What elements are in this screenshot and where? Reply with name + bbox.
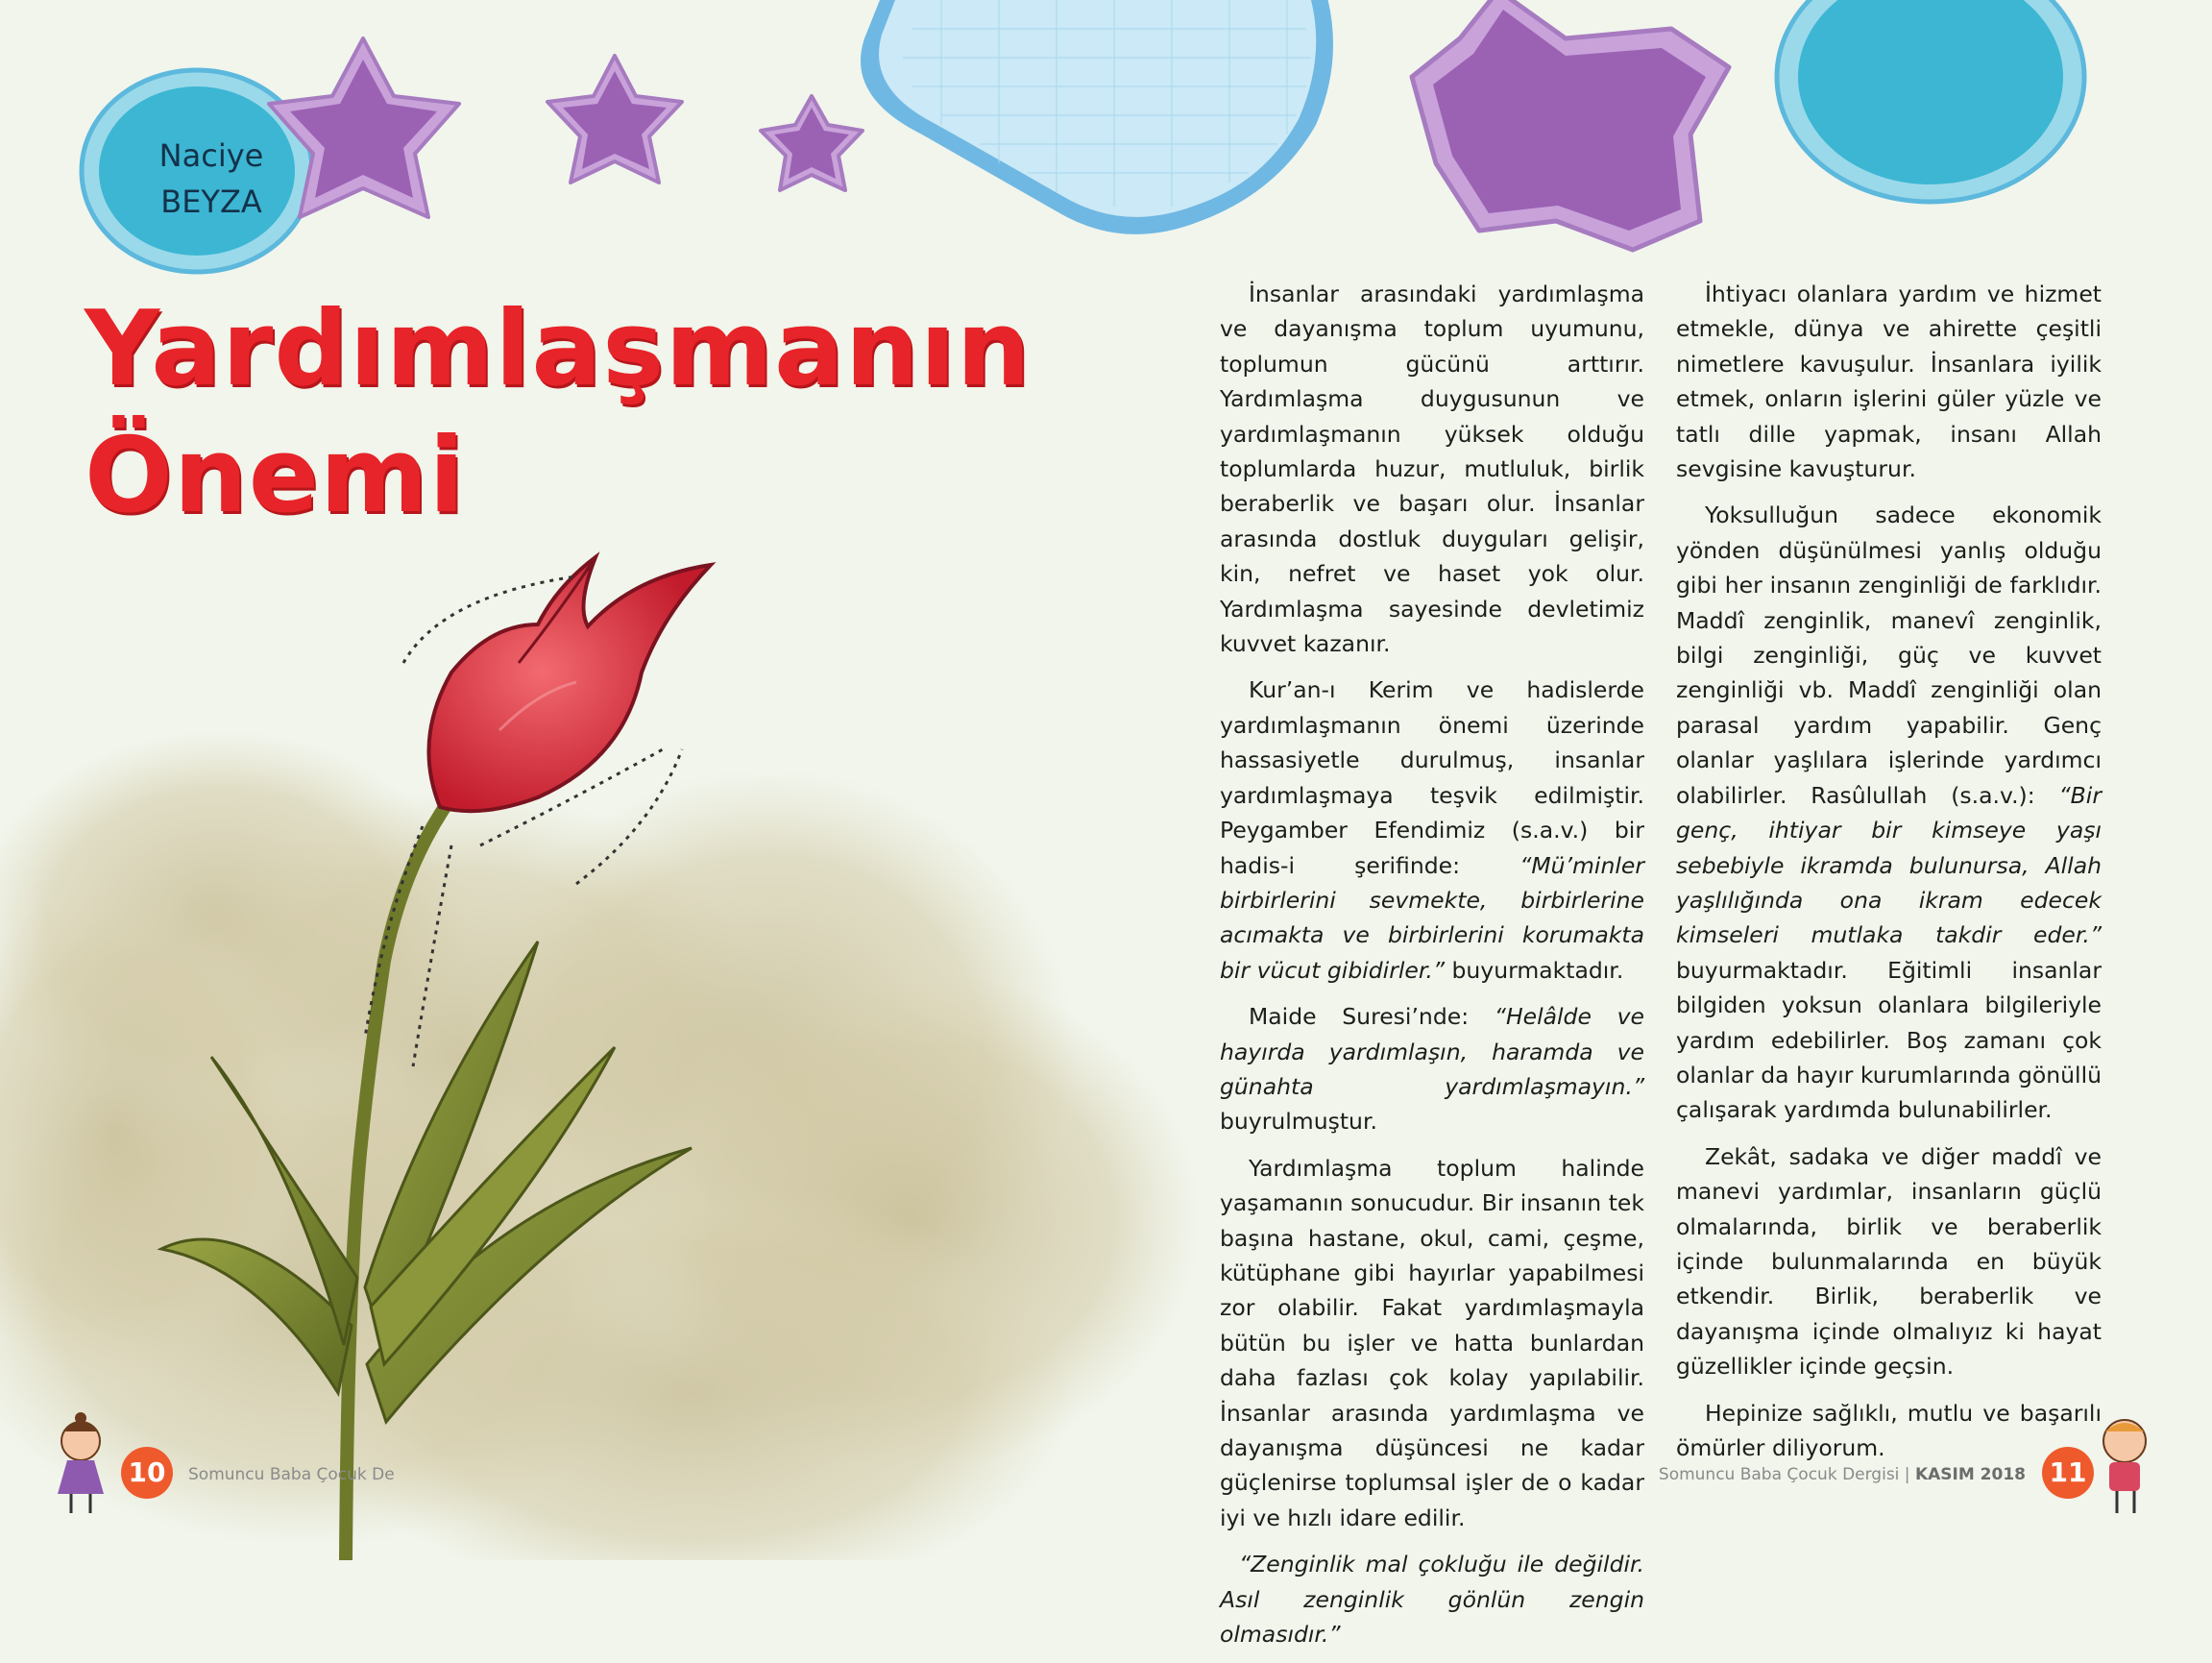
footer-magazine-name-left: Somuncu Baba Çocuk De xyxy=(188,1465,395,1484)
paragraph: Zekât, sadaka ve diğer maddî ve manevi yardımlar, insanların güçlü olmalarında, birlik ve beraberlik içinde bulunmalarında en büyük etkendir. Birlik, beraberlik ve dayanışma içinde olmalıyız ki hayat güzellikler içinde geçsin. xyxy=(1676,1142,2102,1381)
paragraph-text: Kur’an-ı Kerim ve hadislerde yardımlaşmanın önemi üzerinde hassasiyetle durulmuş, insanlar yardımlaşmaya teşvik edilmiştir. Peygamber Efendimiz (s.a.v.) bir hadis-i şerifinde: xyxy=(1220,676,1644,879)
paragraph-text: buyrulmuştur. xyxy=(1220,1108,1377,1136)
paragraph-text: Maide Suresi’nde: xyxy=(1249,1003,1495,1031)
closing-quote: “Zenginlik mal çokluğu ile değildir. Asıl zenginlik gönlün zengin olmasıdır.” xyxy=(1220,1551,1644,1649)
author-name xyxy=(115,133,307,225)
footer-magazine-name: Somuncu Baba Çocuk Dergisi | xyxy=(1658,1465,1915,1484)
hadith-quote: “Mü’minler birbirlerini sevmekte, birbirlerine acımakta ve birbirlerini korumakta bir vücut gibidirler.” xyxy=(1220,851,1644,984)
title-line-2: Önemi xyxy=(85,416,466,536)
star-shape xyxy=(761,96,863,190)
paragraph-text: buyurmaktadır. Eğitimli insanlar bilgiden yoksun olanlara bilgileriyle yardım edebilirler. Boş zamanı çok olanlar da hayır kurumlarında gönüllü çalışarak yardımda bulunabilirler. xyxy=(1676,956,2102,1124)
paragraph xyxy=(1220,999,1644,1139)
author-last-name: BEYZA xyxy=(160,183,262,220)
paragraph: Yardımlaşma toplum halinde yaşamanın sonucudur. Bir insanın tek başına hastane, okul, cami, çeşme, kütüphane gibi hayırlar yapabilmesi zor olabilir. Fakat yardımlaşmayla bütün bu işler ve hatta bunlardan daha fazlası çok kolay yapılabilir. İnsanlar arasında yardımlaşma ve dayanışma düşüncesi ne kadar güçlenirse toplumsal işler de o kadar iyi ve hızlı idare edilir. xyxy=(1220,1154,1644,1531)
article-column-2 xyxy=(1676,277,2102,1477)
page-number-left: 10 xyxy=(121,1447,173,1499)
paragraph: İnsanlar arasındaki yardımlaşma ve dayanışma toplum uyumunu, toplumun gücünü arttırır. Yardımlaşma duygusunun ve yardımlaşmanın yüksek olduğu toplumlarda huzur, mutluluk, birlik beraberlik ve başarı olur. İnsanlar arasında dostluk duyguları gelişir, kin, nefret ve haset yok olur. Yardımlaşma sayesinde devletimiz kuvvet kazanır. xyxy=(1220,281,1644,658)
blue-blob xyxy=(861,0,1333,234)
author-first-name: Naciye xyxy=(158,137,264,174)
paragraph-text: buyurmaktadır. xyxy=(1445,956,1624,984)
hadith-quote: “Bir genç, ihtiyar bir kimseye yaşı sebebiyle ikramda bulunursa, Allah yaşlılığında ona ikram edecek kimseleri mutlaka takdir eder.” xyxy=(1676,781,2102,949)
star-shape xyxy=(547,56,682,183)
blue-bubble xyxy=(1777,0,2084,202)
paragraph xyxy=(1220,673,1644,988)
verse-quote: “Helâlde ve hayırda yardımlaşın, haramda ve günahta yardımlaşmayın.” xyxy=(1220,1003,1644,1100)
footer-magazine-info-right xyxy=(1659,1465,2026,1484)
paragraph-text: Yoksulluğun sadece ekonomik yönden düşünülmesi yanlış olduğu gibi her insanın zenginliği de farklıdır. Maddî zenginlik, manevî zenginlik, bilgi zenginliği, güç ve kuvvet zenginliği vb. Maddî zenginliği olan parasal yardım yapabilir. Genç olanlar yaşlılara işlerinde yardımcı olabilirler. Rasûlullah (s.a.v.): xyxy=(1676,501,2102,809)
paragraph: İhtiyacı olanlara yardım ve hizmet etmekle, dünya ve ahirette çeşitli nimetlere kavuşulur. İnsanlara iyilik etmek, onların işlerini güler yüzle ve tatlı dille yapmak, insanı Allah sevgisine kavuşturur. xyxy=(1676,281,2102,483)
page-number-right: 11 xyxy=(2042,1447,2094,1499)
watercolor-cloud xyxy=(0,730,1201,1560)
boy-illustration xyxy=(2103,1420,2146,1513)
paragraph: Hepinize sağlıklı, mutlu ve başarılı ömürler diliyorum. xyxy=(1676,1399,2102,1461)
title-line-1: Yardımlaşmanın xyxy=(85,289,1032,409)
article-column-1 xyxy=(1220,277,1644,1663)
paragraph xyxy=(1220,1547,1644,1651)
article-title xyxy=(85,286,1032,540)
star-shape xyxy=(1412,0,1729,250)
footer-issue-date: KASIM 2018 xyxy=(1914,1465,2026,1484)
paragraph xyxy=(1676,498,2102,1127)
